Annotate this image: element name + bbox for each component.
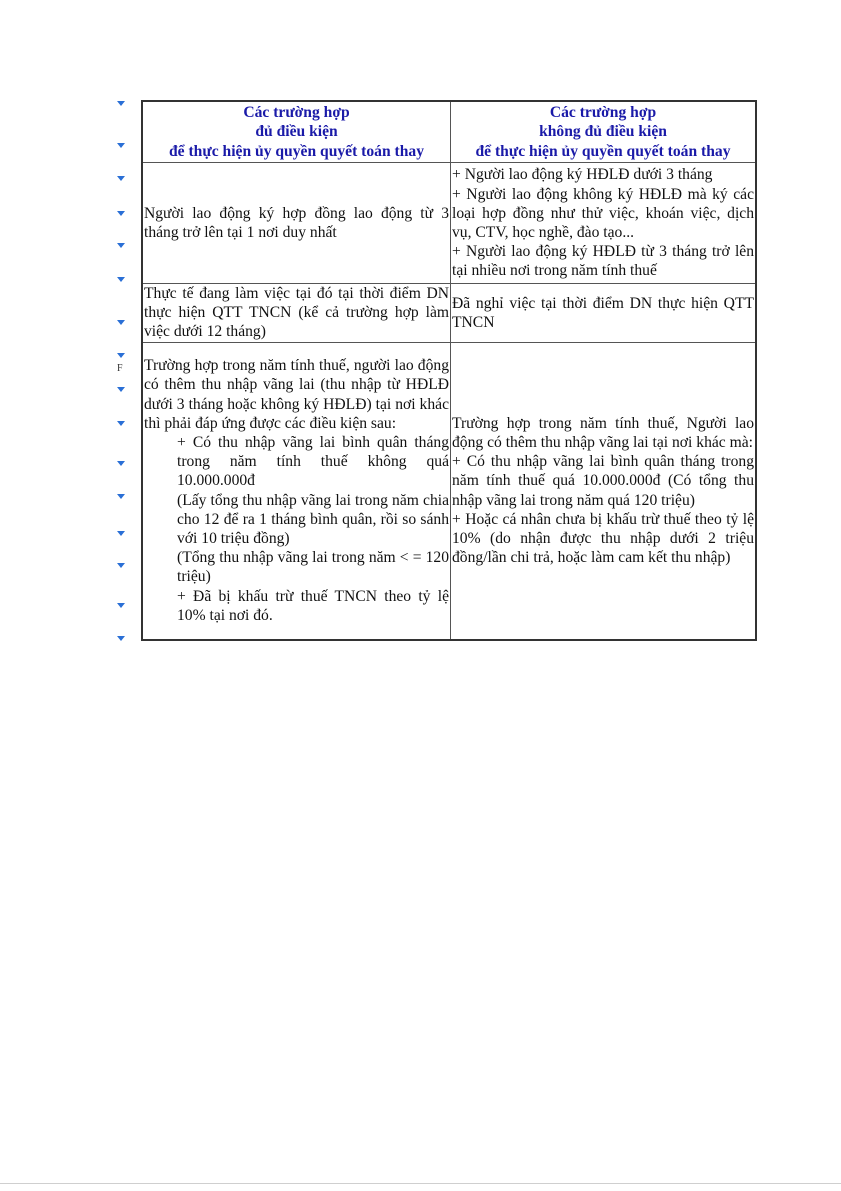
header-not-eligible: Các trường hợp không đủ điều kiện để thực hiện ủy quyền quyết toán thay	[451, 101, 757, 163]
cell-not-eligible: Trường hợp trong năm tính thuế, Người lao động có thêm thu nhập vãng lai tại nơi khác mà: + Có thu nhập vãng lai bình quân tháng trong năm tính thuế quá 10.000.000đ (Có tổng thu nhập vãng lai trong năm quá 120 triệu) + Hoặc cá nhân chưa bị khấu trừ thuế theo tỷ lệ 10% (do nhận được thu nhập dưới 2 triệu đồng/lần chi trả, hoặc làm cam kết thu nhập)	[451, 342, 757, 640]
bullet-icon	[117, 101, 125, 106]
bullet-icon	[117, 320, 125, 325]
bullet-icon	[117, 421, 125, 426]
cell-eligible: Trường hợp trong năm tính thuế, người lao động có thêm thu nhập vãng lai (thu nhập từ HĐLĐ dưới 3 tháng hoặc không ký HĐLĐ) tại nơi khác thì phải đáp ứng được các điều kiện sau: + Có thu nhập vãng lai bình quân tháng trong năm tính thuế không quá 10.000.000đ (Lấy tổng thu nhập vãng lai trong năm chia cho 12 để ra 1 tháng bình quân, rồi so sánh với 10 triệu đồng) (Tổng thu nhập vãng lai trong năm < = 120 triệu) + Đã bị khấu trừ thuế TNCN theo tỷ lệ 10% tại nơi đó.	[142, 342, 451, 640]
table-header-row	[142, 101, 756, 163]
bullet-icon	[117, 353, 125, 358]
cell-eligible: Người lao động ký hợp đồng lao động từ 3 tháng trở lên tại 1 nơi duy nhất	[142, 163, 451, 284]
table-row	[142, 342, 756, 640]
bullet-icon	[117, 636, 125, 641]
bullet-icon	[117, 176, 125, 181]
bullet-icon	[117, 494, 125, 499]
header-eligible: Các trường hợp đủ điều kiện để thực hiện ủy quyền quyết toán thay	[142, 101, 451, 163]
cell-not-eligible: + Người lao động ký HĐLĐ dưới 3 tháng + Người lao động không ký HĐLĐ mà ký các loại hợp đồng như thử việc, khoán việc, dịch vụ, CTV, học nghề, đào tạo... + Người lao động ký HĐLĐ từ 3 tháng trở lên tại nhiều nơi trong năm tính thuế	[451, 163, 757, 284]
bullet-icon	[117, 243, 125, 248]
bullet-icon	[117, 531, 125, 536]
bullet-icon	[117, 387, 125, 392]
table-row	[142, 163, 756, 284]
bullet-icon	[117, 277, 125, 282]
cell-eligible: Thực tế đang làm việc tại đó tại thời điểm DN thực hiện QTT TNCN (kể cả trường hợp làm việc dưới 12 tháng)	[144, 285, 449, 341]
page-bottom-divider	[0, 1183, 841, 1184]
bullet-icon	[117, 143, 125, 148]
stray-symbol: F	[117, 363, 123, 374]
bullet-icon	[117, 461, 125, 466]
bullet-icon	[117, 563, 125, 568]
bullet-icon	[117, 211, 125, 216]
margin-bullets	[0, 0, 140, 700]
comparison-table-wrapper	[141, 100, 753, 641]
comparison-table	[141, 100, 757, 641]
table-row	[142, 284, 756, 343]
cell-not-eligible: Đã nghỉ việc tại thời điểm DN thực hiện QTT TNCN	[451, 284, 757, 343]
bullet-icon	[117, 603, 125, 608]
